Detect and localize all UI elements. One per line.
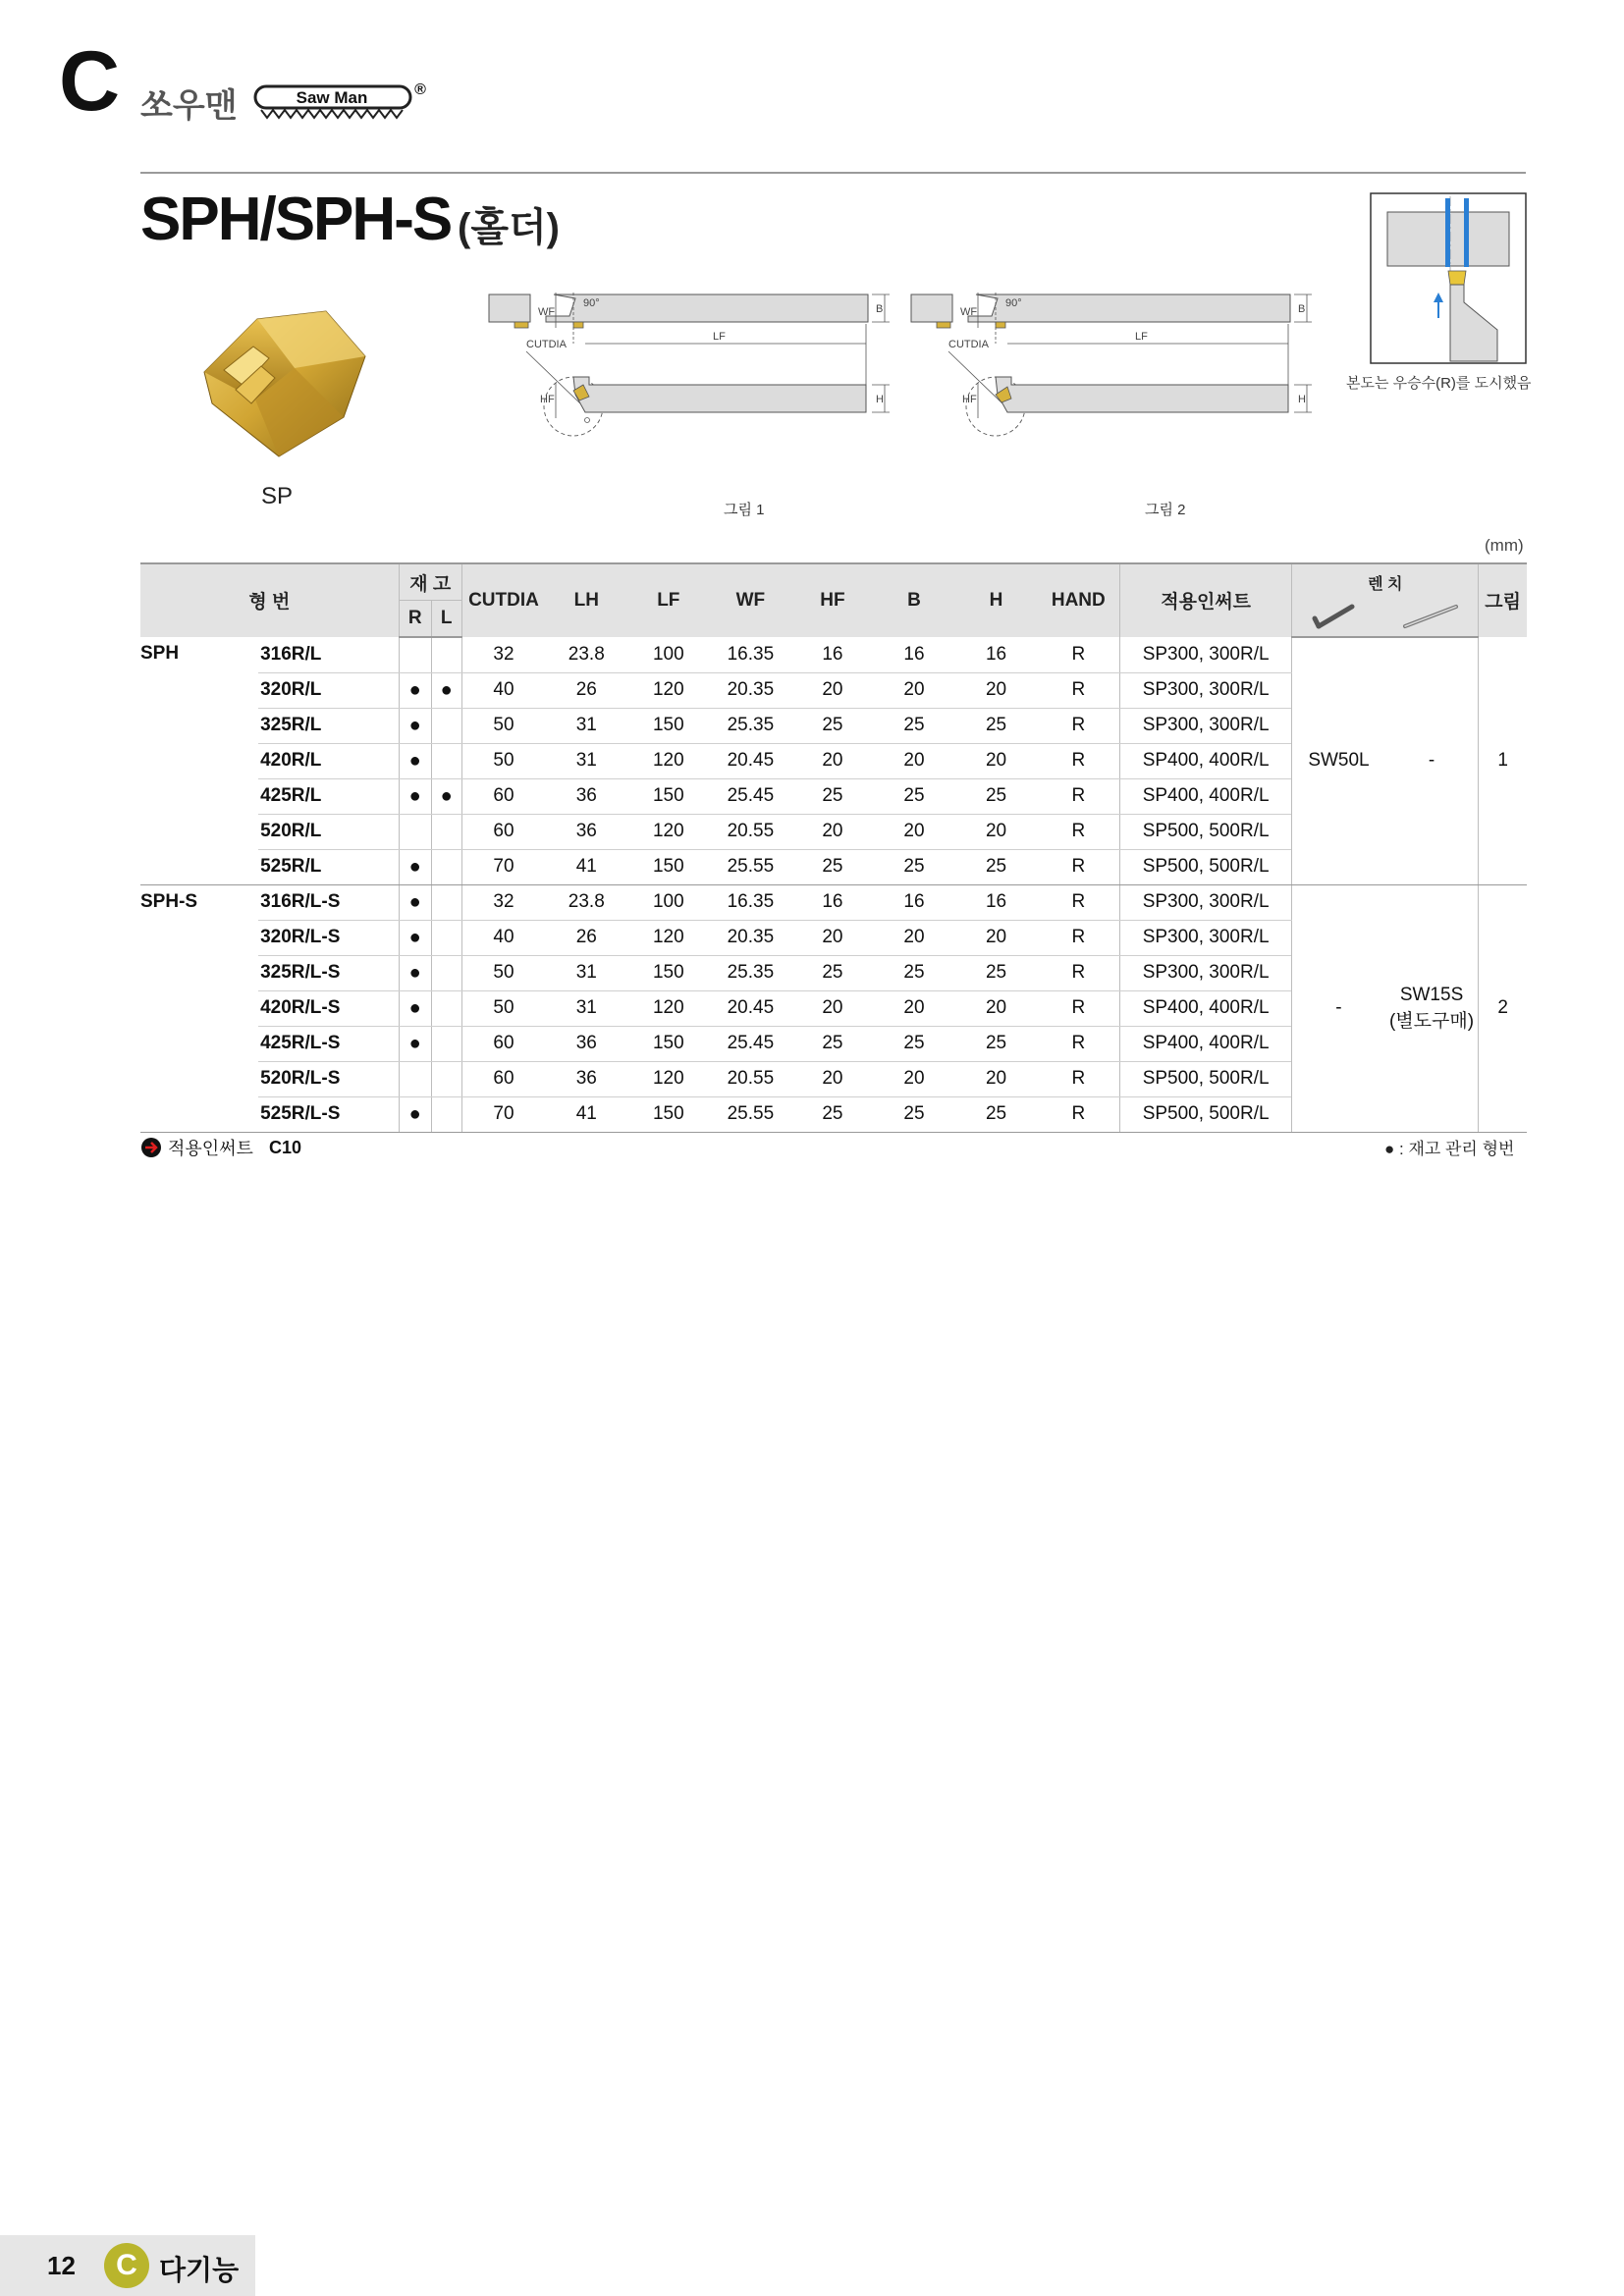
model-number: 420R/L-S [258, 990, 399, 1026]
stock-l [431, 637, 461, 673]
cell-hand: R [1038, 637, 1120, 673]
stock-r [399, 637, 431, 673]
stock-l [431, 1096, 461, 1132]
cell-b: 16 [873, 637, 954, 673]
series-name: SPH-S [140, 884, 258, 1132]
cell-hf: 20 [791, 990, 873, 1026]
stock-l [431, 743, 461, 778]
figure-2-caption: 그림 2 [1145, 502, 1186, 518]
cell-cutdia: 40 [461, 920, 545, 955]
cell-lf: 150 [627, 708, 709, 743]
cell-cutdia: 60 [461, 814, 545, 849]
cell-cutdia: 70 [461, 849, 545, 884]
cell-cutdia: 60 [461, 1061, 545, 1096]
stock-r: ● [399, 778, 431, 814]
cell-lf: 150 [627, 849, 709, 884]
logo-text: Saw Man [296, 88, 368, 107]
cell-lf: 150 [627, 778, 709, 814]
stock-r: ● [399, 884, 431, 920]
stock-r: ● [399, 672, 431, 708]
cell-b: 25 [873, 1096, 954, 1132]
cell-hand: R [1038, 1061, 1120, 1096]
cell-lf: 120 [627, 672, 709, 708]
unit-label: (mm) [1485, 536, 1524, 555]
wrench-2-name: SW15S [1399, 984, 1464, 1005]
stock-r [399, 1061, 431, 1096]
cell-h: 20 [954, 814, 1037, 849]
cell-lh: 31 [545, 708, 627, 743]
cell-hand: R [1038, 1096, 1120, 1132]
cell-cutdia: 32 [461, 884, 545, 920]
cell-lh: 41 [545, 1096, 627, 1132]
cell-lh: 31 [545, 743, 627, 778]
cell-lf: 120 [627, 990, 709, 1026]
page-title-sub: (홀더) [458, 206, 560, 249]
sawman-logo [253, 77, 430, 126]
model-number: 320R/L-S [258, 920, 399, 955]
cell-cutdia: 50 [461, 743, 545, 778]
cell-cutdia: 60 [461, 1026, 545, 1061]
model-number: 320R/L [258, 672, 399, 708]
cell-wf: 16.35 [709, 884, 791, 920]
cell-cutdia: 70 [461, 1096, 545, 1132]
cell-h: 20 [954, 920, 1037, 955]
cell-hf: 25 [791, 1026, 873, 1061]
figure-1-caption: 그림 1 [724, 502, 765, 518]
dim-angle-label: 90° [583, 297, 600, 309]
cell-insert: SP300, 300R/L [1120, 637, 1292, 673]
dim-b-label-2: B [1298, 303, 1306, 315]
cell-lh: 23.8 [545, 637, 627, 673]
stock-l [431, 1061, 461, 1096]
cell-hand: R [1038, 920, 1120, 955]
cell-b: 20 [873, 1061, 954, 1096]
cell-lf: 100 [627, 637, 709, 673]
cell-h: 20 [954, 1061, 1037, 1096]
cell-wf: 25.55 [709, 849, 791, 884]
cell-insert: SP500, 500R/L [1120, 1061, 1292, 1096]
cell-hand: R [1038, 743, 1120, 778]
cell-wf: 20.35 [709, 920, 791, 955]
cell-lf: 120 [627, 920, 709, 955]
cell-h: 25 [954, 849, 1037, 884]
cell-lf: 120 [627, 743, 709, 778]
dim-h-label-2: H [1298, 394, 1306, 405]
stock-r: ● [399, 920, 431, 955]
cell-insert: SP300, 300R/L [1120, 708, 1292, 743]
cell-cutdia: 40 [461, 672, 545, 708]
dim-hf-label: HF [540, 394, 555, 405]
model-number: 316R/L-S [258, 884, 399, 920]
cell-b: 20 [873, 814, 954, 849]
cell-wf: 25.45 [709, 1026, 791, 1061]
cell-hand: R [1038, 955, 1120, 990]
holder-drawing-2 [909, 285, 1322, 481]
cell-hand: R [1038, 672, 1120, 708]
model-number: 525R/L-S [258, 1096, 399, 1132]
col-stock: 재 고 [399, 563, 461, 601]
cell-h: 25 [954, 955, 1037, 990]
page-number: 12 [47, 2251, 76, 2280]
stock-r [399, 814, 431, 849]
col-hand: HAND [1038, 563, 1120, 637]
arrow-circle-icon [140, 1137, 162, 1158]
cell-b: 20 [873, 920, 954, 955]
cell-wf: 25.45 [709, 778, 791, 814]
cell-wf: 25.35 [709, 708, 791, 743]
cell-cutdia: 60 [461, 778, 545, 814]
stock-r: ● [399, 1026, 431, 1061]
cell-hf: 20 [791, 1061, 873, 1096]
page-title: SPH/SPH-S [140, 186, 452, 253]
dim-b-label: B [876, 303, 884, 315]
cell-wf: 20.45 [709, 990, 791, 1026]
cell-lh: 36 [545, 814, 627, 849]
cell-lf: 120 [627, 814, 709, 849]
wrench-l-icon [1292, 601, 1385, 637]
dim-hf-label-2: HF [962, 394, 977, 405]
cell-lh: 23.8 [545, 884, 627, 920]
stock-l: ● [431, 778, 461, 814]
cell-cutdia: 32 [461, 637, 545, 673]
stock-r: ● [399, 849, 431, 884]
stock-l [431, 920, 461, 955]
section-letter: C [59, 34, 119, 129]
table-row [140, 637, 1527, 673]
wrench-2-note: (별도구매) [1389, 1010, 1475, 1032]
stock-l: ● [431, 672, 461, 708]
spec-table [140, 562, 1527, 1133]
model-number: 525R/L [258, 849, 399, 884]
stock-l [431, 1026, 461, 1061]
cell-hf: 20 [791, 920, 873, 955]
stock-l [431, 708, 461, 743]
dim-angle-label-2: 90° [1005, 297, 1022, 309]
cell-hand: R [1038, 884, 1120, 920]
cell-h: 16 [954, 637, 1037, 673]
cell-hf: 20 [791, 672, 873, 708]
cell-insert: SP400, 400R/L [1120, 743, 1292, 778]
col-figure: 그림 [1479, 563, 1527, 637]
col-wrench: 렌 치 [1292, 563, 1479, 601]
cell-hf: 20 [791, 814, 873, 849]
cell-h: 20 [954, 743, 1037, 778]
dim-wf-label-2: WF [960, 306, 978, 318]
cell-lh: 36 [545, 1026, 627, 1061]
cell-h: 20 [954, 672, 1037, 708]
cell-lh: 26 [545, 672, 627, 708]
cell-hf: 20 [791, 743, 873, 778]
model-number: 316R/L [258, 637, 399, 673]
cell-cutdia: 50 [461, 990, 545, 1026]
cell-lh: 36 [545, 778, 627, 814]
cell-insert: SP300, 300R/L [1120, 955, 1292, 990]
insert-photo [196, 309, 373, 466]
cell-insert: SP500, 500R/L [1120, 1096, 1292, 1132]
cell-hand: R [1038, 708, 1120, 743]
cell-insert: SP300, 300R/L [1120, 884, 1292, 920]
section-name: 다기능 [159, 2255, 240, 2285]
cell-b: 20 [873, 990, 954, 1026]
cell-hf: 16 [791, 884, 873, 920]
stock-legend: ● : 재고 관리 형번 [1384, 1140, 1515, 1158]
section-badge: C [104, 2243, 149, 2288]
cell-lh: 31 [545, 990, 627, 1026]
cell-lh: 26 [545, 920, 627, 955]
model-number: 520R/L-S [258, 1061, 399, 1096]
cell-hf: 25 [791, 708, 873, 743]
cell-wf: 16.35 [709, 637, 791, 673]
cell-insert: SP400, 400R/L [1120, 778, 1292, 814]
cell-lf: 150 [627, 1026, 709, 1061]
figure-ref: 1 [1479, 637, 1527, 885]
cell-b: 25 [873, 849, 954, 884]
stock-l [431, 884, 461, 920]
cell-hand: R [1038, 849, 1120, 884]
wrench-key-icon [1385, 601, 1479, 637]
cell-cutdia: 50 [461, 708, 545, 743]
cell-lh: 31 [545, 955, 627, 990]
cell-h: 20 [954, 990, 1037, 1026]
stock-l [431, 849, 461, 884]
cell-insert: SP300, 300R/L [1120, 672, 1292, 708]
insert-reference-page[interactable]: C10 [268, 1137, 301, 1157]
dim-cutdia-label: CUTDIA [526, 339, 567, 350]
cell-lh: 36 [545, 1061, 627, 1096]
cell-b: 25 [873, 955, 954, 990]
figure-ref: 2 [1479, 884, 1527, 1132]
cell-hf: 16 [791, 637, 873, 673]
stock-l [431, 814, 461, 849]
stock-r: ● [399, 708, 431, 743]
dim-h-label: H [876, 394, 884, 405]
cell-hand: R [1038, 778, 1120, 814]
col-stock-l: L [431, 601, 461, 637]
cell-b: 25 [873, 708, 954, 743]
col-lh: LH [545, 563, 627, 637]
hand-illustration [1370, 192, 1527, 364]
model-number: 520R/L [258, 814, 399, 849]
cell-lf: 120 [627, 1061, 709, 1096]
col-wf: WF [709, 563, 791, 637]
dim-cutdia-label-2: CUTDIA [948, 339, 989, 350]
model-number: 325R/L [258, 708, 399, 743]
hand-note: 본도는 우승수(R)를 도시했음 [1346, 375, 1532, 392]
cell-insert: SP500, 500R/L [1120, 814, 1292, 849]
stock-r: ● [399, 955, 431, 990]
cell-b: 16 [873, 884, 954, 920]
cell-hand: R [1038, 990, 1120, 1026]
insert-label: SP [261, 483, 294, 509]
col-b: B [873, 563, 954, 637]
cell-hf: 25 [791, 955, 873, 990]
registered-mark: ® [414, 81, 426, 98]
dim-lf-label: LF [713, 331, 726, 343]
cell-wf: 20.55 [709, 814, 791, 849]
cell-b: 25 [873, 778, 954, 814]
col-cutdia: CUTDIA [461, 563, 545, 637]
insert-reference-note [140, 1135, 301, 1160]
col-insert: 적용인써트 [1120, 563, 1292, 637]
cell-lf: 150 [627, 955, 709, 990]
cell-hf: 25 [791, 1096, 873, 1132]
stock-l [431, 990, 461, 1026]
cell-lf: 100 [627, 884, 709, 920]
model-number: 325R/L-S [258, 955, 399, 990]
dim-lf-label-2: LF [1135, 331, 1148, 343]
col-h: H [954, 563, 1037, 637]
stock-r: ● [399, 743, 431, 778]
cell-insert: SP500, 500R/L [1120, 849, 1292, 884]
wrench-1: SW50L [1292, 637, 1385, 885]
table-header-row [140, 563, 1527, 601]
cell-cutdia: 50 [461, 955, 545, 990]
cell-h: 25 [954, 1026, 1037, 1061]
cell-wf: 25.35 [709, 955, 791, 990]
cell-wf: 20.35 [709, 672, 791, 708]
dim-wf-label: WF [538, 306, 556, 318]
model-number: 420R/L [258, 743, 399, 778]
stock-l [431, 955, 461, 990]
cell-wf: 20.45 [709, 743, 791, 778]
wrench-2 [1385, 637, 1479, 885]
cell-b: 25 [873, 1026, 954, 1061]
cell-h: 25 [954, 708, 1037, 743]
wrench-2 [1385, 884, 1479, 1132]
col-model: 형 번 [140, 563, 399, 637]
cell-lf: 150 [627, 1096, 709, 1132]
stock-r: ● [399, 1096, 431, 1132]
header-rule [140, 172, 1526, 174]
col-stock-r: R [399, 601, 431, 637]
cell-hf: 25 [791, 849, 873, 884]
model-number: 425R/L-S [258, 1026, 399, 1061]
cell-insert: SP400, 400R/L [1120, 990, 1292, 1026]
cell-hand: R [1038, 1026, 1120, 1061]
cell-lh: 41 [545, 849, 627, 884]
cell-h: 25 [954, 1096, 1037, 1132]
table-row [140, 884, 1527, 920]
col-hf: HF [791, 563, 873, 637]
holder-drawing-1 [487, 285, 899, 481]
cell-h: 25 [954, 778, 1037, 814]
cell-hand: R [1038, 814, 1120, 849]
cell-insert: SP300, 300R/L [1120, 920, 1292, 955]
cell-hf: 25 [791, 778, 873, 814]
series-name: SPH [140, 637, 258, 885]
cell-b: 20 [873, 743, 954, 778]
cell-b: 20 [873, 672, 954, 708]
cell-wf: 20.55 [709, 1061, 791, 1096]
cell-h: 16 [954, 884, 1037, 920]
brand-korean: 쏘우맨 [140, 87, 238, 125]
wrench-2-name: - [1428, 750, 1435, 771]
col-lf: LF [627, 563, 709, 637]
cell-wf: 25.55 [709, 1096, 791, 1132]
stock-r: ● [399, 990, 431, 1026]
wrench-1: - [1292, 884, 1385, 1132]
model-number: 425R/L [258, 778, 399, 814]
cell-insert: SP400, 400R/L [1120, 1026, 1292, 1061]
insert-reference-label: 적용인써트 [168, 1139, 253, 1158]
